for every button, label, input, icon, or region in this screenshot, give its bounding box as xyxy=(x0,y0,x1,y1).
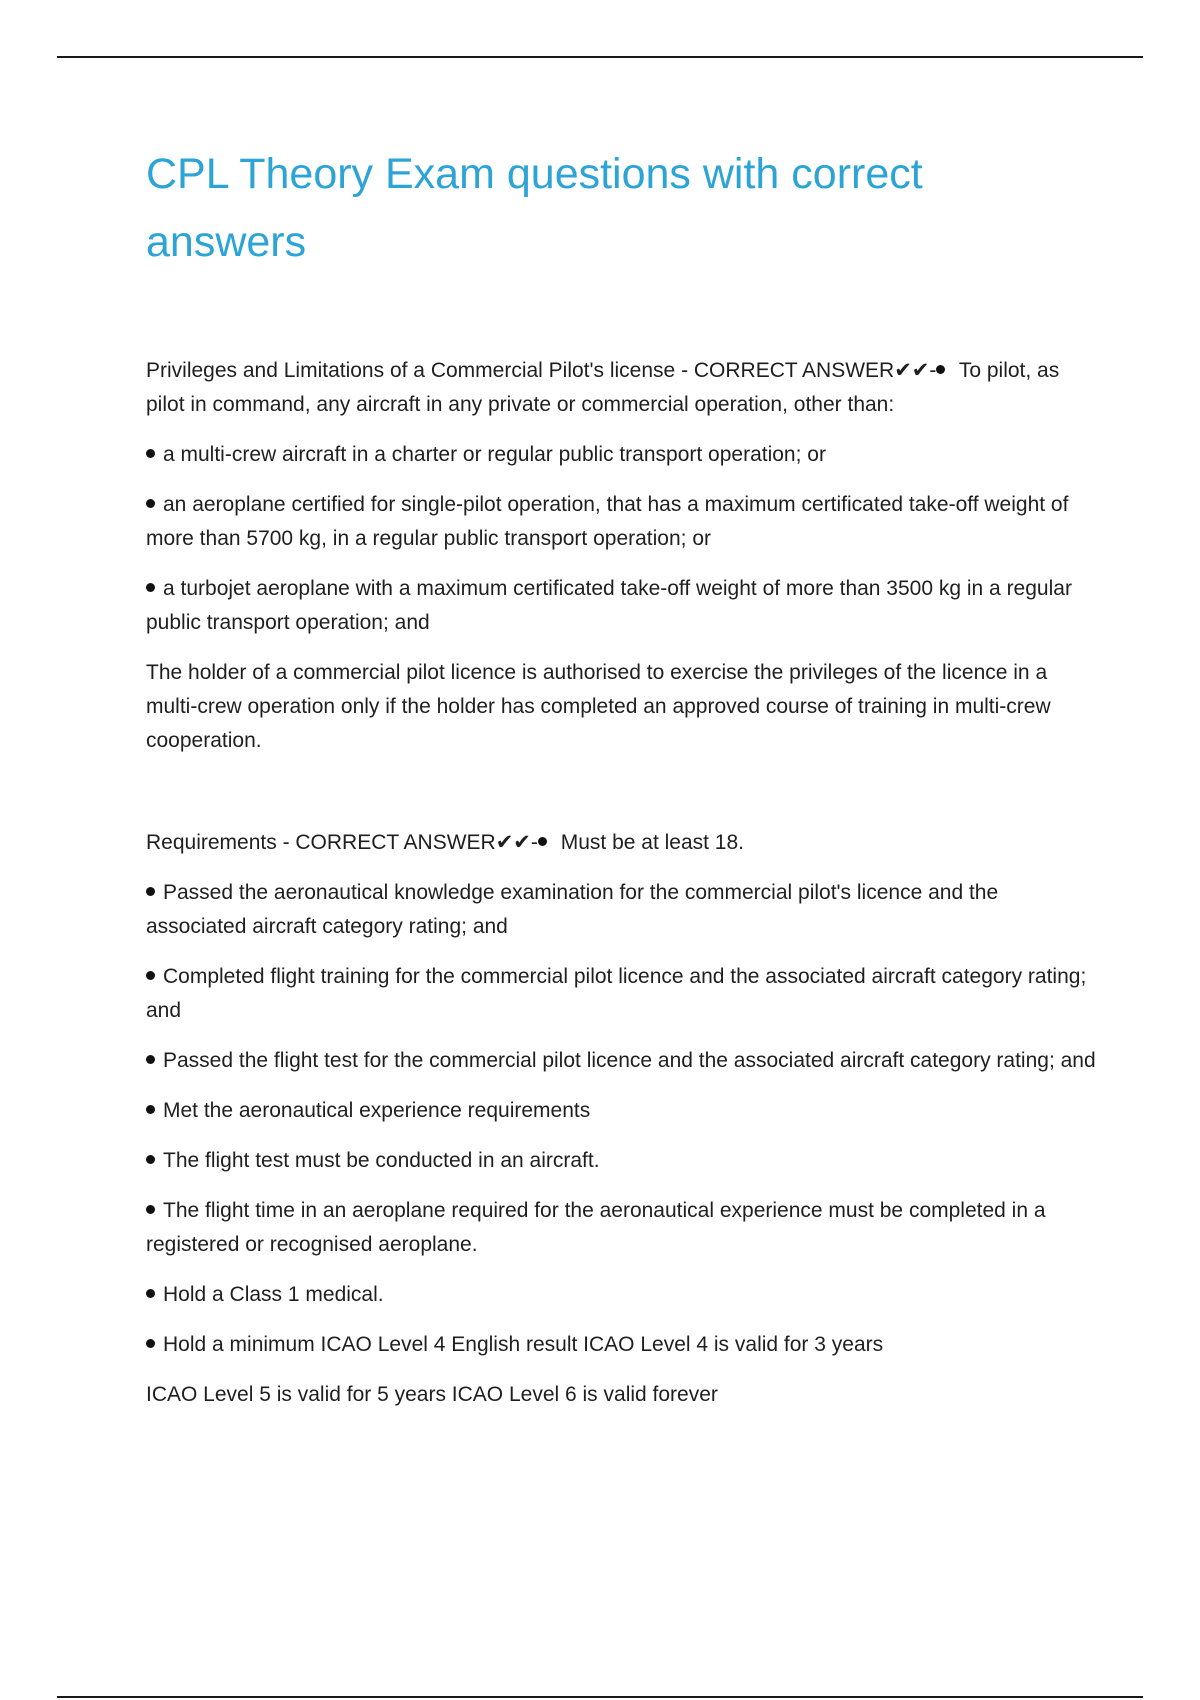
list-item-text: a turbojet aeroplane with a maximum certificated take-off weight of more than 3500 kg in a regular public transport operation; and xyxy=(146,577,1072,634)
list-item xyxy=(146,438,1096,472)
bullet-dot-icon xyxy=(146,1289,155,1298)
list-item-text: Passed the flight test for the commercial pilot licence and the associated aircraft category rating; and xyxy=(163,1049,1096,1072)
bullet-dot-icon xyxy=(146,583,155,592)
closing-paragraph: ICAO Level 5 is valid for 5 years ICAO Level 6 is valid forever xyxy=(146,1383,718,1406)
list-item xyxy=(146,488,1096,556)
answer-lead-text: To pilot, as pilot in command, any aircraft in any private or commercial operation, other than: xyxy=(146,359,1060,416)
section-spacer xyxy=(146,774,1096,826)
header-rule xyxy=(57,56,1143,58)
list-item xyxy=(146,1144,1096,1178)
list-item-text: The flight test must be conducted in an aircraft. xyxy=(163,1149,600,1172)
bullet-dot-icon xyxy=(936,365,945,374)
list-item xyxy=(146,1278,1096,1312)
qa-section-privileges xyxy=(146,354,1096,758)
list-item-text: Completed flight training for the commercial pilot licence and the associated aircraft category rating; and xyxy=(146,965,1087,1022)
qa-section-requirements xyxy=(146,826,1096,1412)
list-item-text: The flight time in an aeroplane required for the aeronautical experience must be completed in a registered or recognised aeroplane. xyxy=(146,1199,1046,1256)
bullet-dot-icon xyxy=(146,971,155,980)
list-item xyxy=(146,1328,1096,1362)
bullet-dot-icon xyxy=(146,1205,155,1214)
list-item xyxy=(146,572,1096,640)
list-item-text: an aeroplane certified for single-pilot operation, that has a maximum certificated take-off weight of more than 5700 kg, in a regular public transport operation; or xyxy=(146,493,1069,550)
answer-marker: - CORRECT ANSWER✔✔- xyxy=(276,831,538,854)
list-item xyxy=(146,1194,1096,1262)
answer-lead-text: Must be at least 18. xyxy=(554,831,744,854)
bullet-dot-icon xyxy=(146,499,155,508)
question-text: Privileges and Limitations of a Commercial Pilot's license xyxy=(146,359,676,382)
bullet-dot-icon xyxy=(538,837,547,846)
list-item-text: a multi-crew aircraft in a charter or regular public transport operation; or xyxy=(163,443,826,466)
list-item xyxy=(146,1094,1096,1128)
list-item xyxy=(146,1044,1096,1078)
bullet-dot-icon xyxy=(146,1339,155,1348)
footer-rule xyxy=(57,1696,1143,1698)
bullet-dot-icon xyxy=(146,449,155,458)
bullet-dot-icon xyxy=(146,1055,155,1064)
closing-paragraph: The holder of a commercial pilot licence is authorised to exercise the privileges of the licence in a multi-crew operation only if the holder has completed an approved course of training in multi-crew cooperation. xyxy=(146,661,1051,752)
document-body xyxy=(146,140,1096,1428)
list-item-text: Hold a Class 1 medical. xyxy=(163,1283,384,1306)
document-title: CPL Theory Exam questions with correct answers xyxy=(146,150,923,266)
question-answer-line xyxy=(146,354,1096,422)
list-item-text: Met the aeronautical experience requirements xyxy=(163,1099,591,1122)
list-item xyxy=(146,876,1096,944)
question-text: Requirements xyxy=(146,831,277,854)
answer-marker: - CORRECT ANSWER✔✔- xyxy=(675,359,937,382)
bullet-dot-icon xyxy=(146,887,155,896)
list-item-text: Hold a minimum ICAO Level 4 English result ICAO Level 4 is valid for 3 years xyxy=(163,1333,884,1356)
list-item xyxy=(146,960,1096,1028)
question-answer-line xyxy=(146,826,1096,860)
bullet-dot-icon xyxy=(146,1105,155,1114)
list-item-text: Passed the aeronautical knowledge examination for the commercial pilot's licence and the associated aircraft category rating; and xyxy=(146,881,999,938)
bullet-dot-icon xyxy=(146,1155,155,1164)
